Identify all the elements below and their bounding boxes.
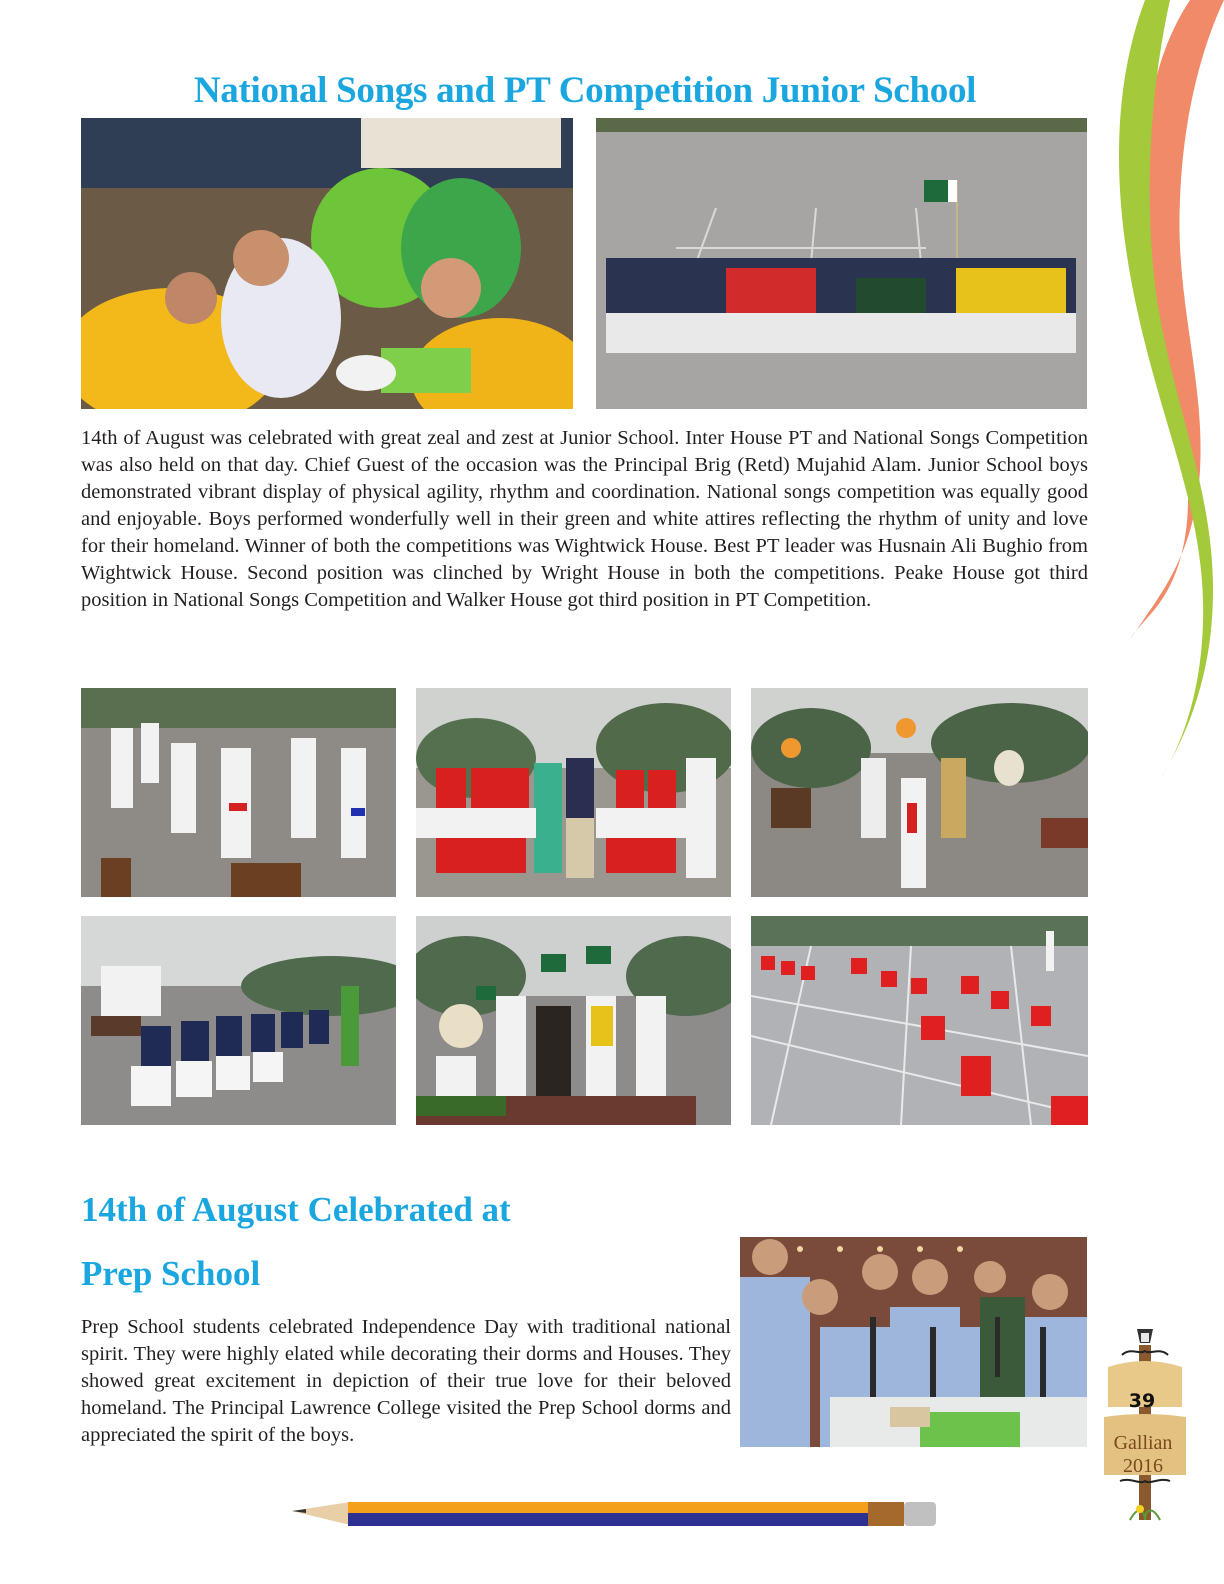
junior-school-paragraph: 14th of August was celebrated with great zeal and zest at Junior School. Inter House PT and National Songs Competition was also held on that day. Chief Guest of the occasion was the Principal Brig (Retd) Mujahid Alam. Junior School boys demonstrated vibrant display of physical agility, rhythm and coordination. National songs competition was equally good and enjoyable. Boys performed wonderfully well in their green and white attires reflecting the rhythm of unity and love for their homeland. Winner of both the competitions was Wightwick House. Best PT leader was Husnain Ali Bughio from Wightwick House. Second position was clinched by Wright House in both the competitions. Peake House got third position in National Songs Competition and Walker House got third position in PT Competition.	[81, 427, 1088, 611]
brand-year: 2016	[1123, 1455, 1163, 1477]
photo-boys-red-shirts	[416, 688, 731, 897]
photo-seated-boys-navy	[81, 916, 396, 1125]
photo-national-song-performers	[416, 916, 731, 1125]
signpost-page-badge	[1100, 1325, 1190, 1525]
section-title-prep-line2: Prep School	[81, 1254, 261, 1293]
photo-prep-school-boys	[740, 1237, 1087, 1447]
brand-name: Gallian	[1113, 1432, 1173, 1454]
section-title-junior-school: National Songs and PT Competition Junior School	[193, 70, 977, 111]
section-title-prep-line1: 14th of August Celebrated at	[81, 1190, 511, 1229]
photo-group-parade-ground	[596, 118, 1087, 409]
pencil-illustration	[290, 1500, 940, 1530]
decorative-ribbons	[1095, 0, 1224, 790]
prep-school-paragraph: Prep School students celebrated Independence Day with traditional national spirit. They were highly elated while decorating their dorms and Houses. They showed great excitement in depiction of their true love for their beloved homeland. The Principal Lawrence College visited the Prep School dorms and appreciated the spirit of the boys.	[81, 1316, 731, 1446]
photo-torch-performance	[751, 688, 1088, 897]
page-number: 39	[1128, 1390, 1156, 1412]
photo-karate-display	[81, 688, 396, 897]
photo-boys-face-paint	[81, 118, 573, 409]
photo-pt-display-red	[751, 916, 1088, 1125]
